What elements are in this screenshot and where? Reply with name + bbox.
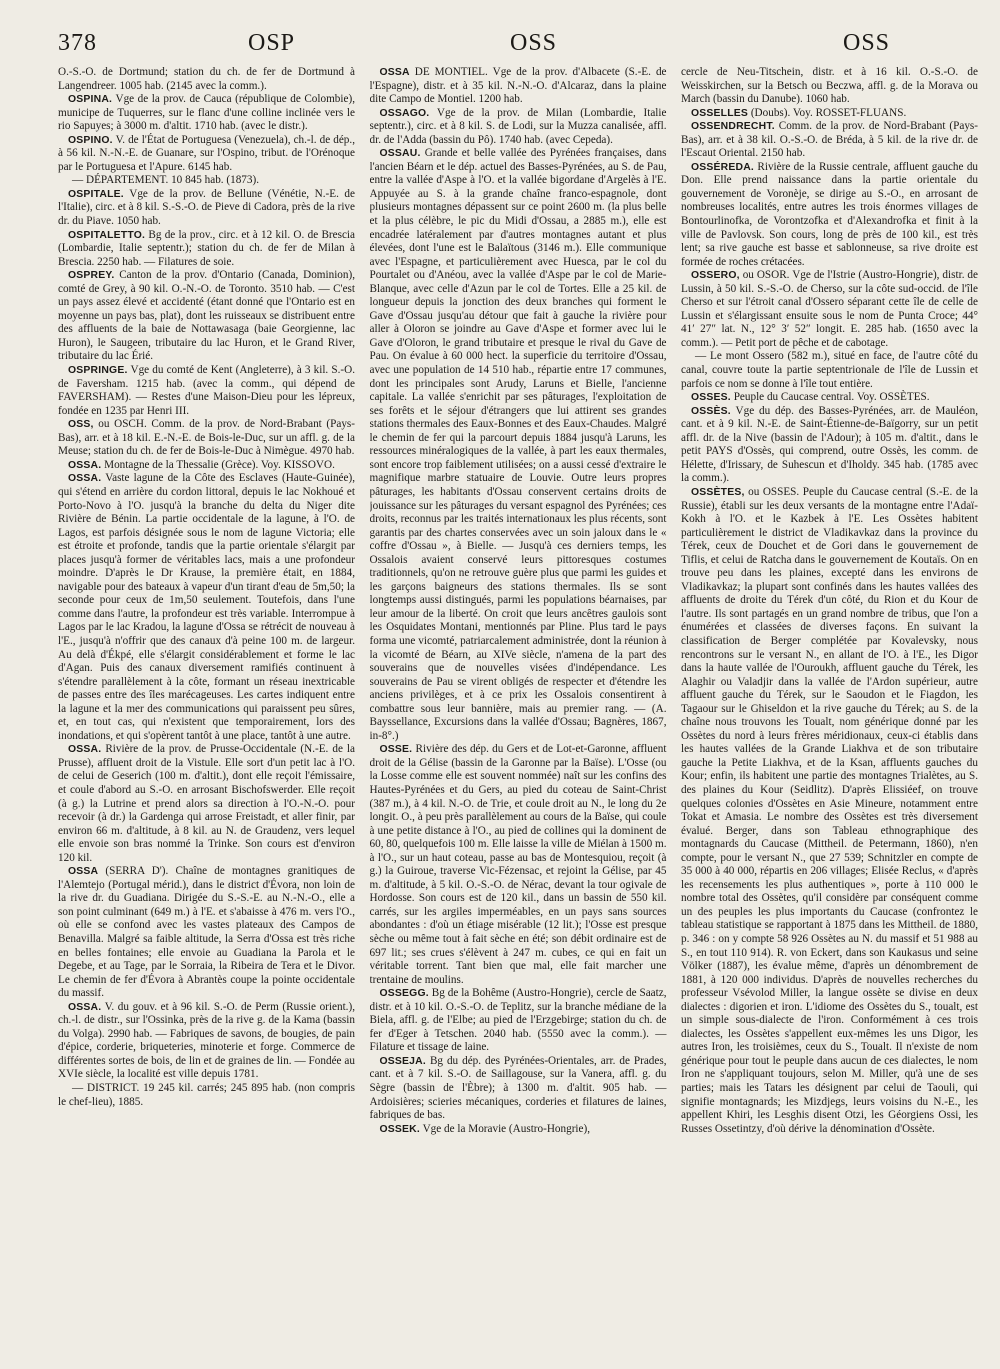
entry-headword: OSSA. <box>68 1001 102 1013</box>
entry-text: Vge du dép. des Basses-Pyrénées, arr. de Mauléon, cant. et à 9 kil. N.-E. de Saint-Étienne-de-Baïgorry, sur un petit affl. dr. de la Nive (bassin de l'Adour); à 105 m. d'altit., dans le petit PAYS d'Ossès, qui comprend, outre Ossès, les comm. de Hélette, d'Irissary, de Suhescun et d'Iholdy. 345 hab. (1785 avec la comm.). <box>681 404 978 485</box>
dictionary-entry <box>58 459 355 473</box>
dictionary-entry <box>58 1001 355 1082</box>
entry-headword: OSPREY. <box>68 270 115 282</box>
dictionary-entry <box>58 134 355 175</box>
entry-headword: OSSÉREDA. <box>691 161 755 173</box>
entry-headword: OSSEGG. <box>379 988 429 1000</box>
entry-text: Comm. de la prov. de Nord-Brabant (Pays-Bas), arr. et à 38 kil. O.-S.-O. de Bréda, à 5 kil. de la rive dr. de l'Escaut Oriental. 2150 hab. <box>681 120 978 160</box>
dictionary-entry <box>370 1123 667 1137</box>
dictionary-entry <box>681 486 978 1136</box>
entry-text: — Le mont Ossero (582 m.), situé en face, de l'autre côté du canal, couvre toute la partie septentrionale de l'île de Lussin et parfois ce nom se donne à l'île tout entière. <box>681 350 978 390</box>
entry-text: Rivière des dép. du Gers et de Lot-et-Garonne, affluent droit de la Gélise (bassin de la Garonne par la Baïse). L'Osse (ou la Losse comme elle est souvent nommée) naît sur les confins des Hautes-Pyrénées et du Gers, au pied du coteau de Saint-Christ (387 m.), à 4 kil. N.-O. de Trie, et coule droit au N., le long du 2e longit. O., à peu près parallèlement au cours de la Baïse, qui coule à une petite distance à l'O., au pied de collines qui la dominent de 60, 80, quelquefois 100 m. Elle laisse la ville de Miélan à 1500 m. à l'O., sur un haut coteau, passe au bas de Montesquiou, reçoit (à g.) la Guiroue, traverse Vic-Fézensac, et rejoint la Gélise, par 45 m. d'altitude, à 5 kil. O.-S.-O. de Nérac, devant la tour ogivale de Hordosse. Son cours est de 120 kil., dans un bassin de 550 kil. carrés, sur les argiles imperméables, en un pays sans sources abondantes : d'où un étiage misérable (12 lit.); l'Osse est presque sèche ou même tout à fait sèche en été; son débit ordinaire est de 697 lit.; ses crues s'élèvent à 247 m. cubes, ce qui en fait un véritable torrent. Tant bien que mal, elle fait marcher une trentaine de moulins. <box>369 743 667 986</box>
column-left <box>58 66 355 1356</box>
dictionary-entry <box>58 66 355 93</box>
dictionary-entry <box>58 472 355 743</box>
entry-text: ou OSSES. Peuple du Caucase central (S.-E. de la Russie), établi sur les deux versants de la montagne entre l'Adaï-Kokh à l'O. et le Kazbek à l'E. Les Ossètes habitent particulièrement le district de Vladikavkaz dans la province du Térek, ceux de Douchet et de Gori dans le gouvernement de Tiflis, et celui de Ratcha dans le gouvernement de Koutaïs. On en trouve peu dans les plaines, excepté dans les environs de Vladikavkaz; la plupart sont confinés dans les hautes vallées des affluents de droite du Térek d'un côté, du Rion et du Kour de l'autre. Ils sont partagés en un grand nombre de tribus, que l'on a énumérées et classées de diverses façons. En suivant la classification de Berger complétée par Kovalevsky, nous rencontrons sur le versant N., en allant de l'O. à l'E., les Digor dans la haute vallée de l'Ouroukh, affluent gauche du Térek, les Alaghir ou Valadjir dans la vallée de l'Ardon supérieur, autre affluent gauche du Térek, sur le Saoudon et le Fiagdon, les Tagaour sur le Ghiseldon et la rive gauche du Térek; au S. de la chaîne nous trouvons les Toualt, nom générique donné par les Ossètes du nord à leurs frères méridionaux, ceux-ci établis dans les hautes vallées de la Grande Liakhva et de son tributaire gauche la Petite Liakhva, et de la Ksan, affluents gauches du Kour; enfin, ils habitent une partie des montagnes Trialètes, au S. des plaines du Kour (Seidlitz). D'après Elissiéef, on trouve quelques colonies d'Ossètes en Asie Mineure, notamment entre Tokat et Amasia. Le nombre des Ossètes est très diversement évalué. Berger, dans son Tableau ethnographique des montagnards du Caucase (Mittheil. de Petermann, 1860), n'en compte, pour le versant N., que 27 539; Schnitzler en compte de 35 000 à 40 000, répartis en 206 villages; Elisée Reclus, « d'après les recensements les plus authentiques », porte à 110 000 le nombre total des Ossètes, qu'il considère par conséquent comme un des peuples les plus importants du Caucase (confrontez le tableau statistique se rapportant à 1875 dans les Mittheil. de 1880, p. 346 : on y compte 58 926 Ossètes au N. du massif et 51 988 au S., en tout 110 914). R. von Eckert, dans son Kaukasus und seine Völker (1887), les évalue même, d'après un dénombrement de 1881, à 120 000 individus. D'après de nouvelles recherches du professeur Vsévolod Miller, la langue ossète se divise en deux dialectes : digorien et iron. L'idiome des Ossètes du S., toualt, est un simple sous-dialecte de l'iron. Conformément à ces trois dialectes, les Ossètes s'appellent eux-mêmes les uns Digor, les autres Iron, les troisièmes, ceux du S., Toualt. Il n'existe de nom générique pour tout le peuple dans aucun de ces dialectes, le nom Iron ne s'appliquant toujours, selon M. Miller, qu'à une de ses parties; mais les Tatars les désignent par celui de Taouli, qui signifie montagnards; les Mizdjegs, leurs voisins du N.-E., les appellent Khiri, les Lesghis disent Otzi, les Géorgiens Ossi, les Russes Ossetintzy, d'où dérive la dénomination d'Ossète. <box>681 485 978 1135</box>
entry-text: Vge de la prov. de Milan (Lombardie, Italie septentr.), circ. et à 8 kil. S. de Lodi, sur la Muzza canalisée, affl. dr. de l'Adda (bassin du Pô). 1740 hab. (avec Cepeda). <box>369 106 667 146</box>
dictionary-entry <box>370 987 667 1055</box>
dictionary-entry <box>58 93 355 134</box>
entry-text: Vge du comté de Kent (Angleterre), à 3 kil. S.-O. de Faversham. 1215 hab. (avec la comm., qui dépend de FAVERSHAM). — Restes d'une Maison-Dieu pour les lépreux, fondée en 1235 par Henri III. <box>58 364 355 417</box>
dictionary-entry <box>58 188 355 229</box>
dictionary-entry <box>681 107 978 121</box>
entry-headword: OSSEJA. <box>379 1055 426 1067</box>
dictionary-entry <box>681 269 978 350</box>
dictionary-entry <box>681 120 978 161</box>
entry-headword: OSPINA. <box>68 94 113 106</box>
entry-text: DE MONTIEL. Vge de la prov. d'Albacete (S.-E. de l'Espagne), distr. et à 35 kil. N.-N.-O. d'Alcaraz, dans la plaine dite Campo de Montiel. 1200 hab. <box>369 66 667 106</box>
entry-text: O.-S.-O. de Dortmund; station du ch. de fer de Dortmund à Langendreer. 1005 hab. (2145 avec la comm.). <box>58 66 355 92</box>
entry-text: Rivière de la prov. de Prusse-Occidentale (N.-E. de la Prusse), affluent droit de la Vistule. Elle sort d'un petit lac à l'O. de celui de Geserich (100 m. d'altit.), dont elle reçoit l'émissaire, et coule d'abord au S.-O. en arrosant Bischofswerder. Elle reçoit (à g.) la Lutrine et prend alors sa direction à l'O.-N.-O. pour recevoir (à dr.) la Gardenga qui arrose Freistadt, et aller finir, par environ 66 m. d'altitude, à 8 kil. au N. de Graudenz, vers lequel elle envoie son bras nommé la Trinke. Son cours est d'environ 120 kil. <box>58 743 355 864</box>
entry-text: Vge de la prov. de Cauca (république de Colombie), municipe de Tuquerres, sur le flanc d'une colline inclinée vers le rio Sapuyes; à 3000 m. d'altit. 1710 hab. (avec le distr.). <box>58 93 355 133</box>
page-header <box>58 30 978 56</box>
entry-text: Montagne de la Thessalie (Grèce). Voy. KISSOVO. <box>104 458 335 471</box>
entry-headword: OSSES. <box>691 392 731 404</box>
dictionary-entry <box>370 147 667 743</box>
entry-text: — DÉPARTEMENT. 10 845 hab. (1873). <box>72 174 260 187</box>
entry-text: Peuple du Caucase central. Voy. OSSÈTES. <box>733 391 930 404</box>
entry-text: V. de l'État de Portuguesa (Venezuela), ch.-l. de dép., à 56 kil. N.-N.-E. de Guanare, sur l'Ospino, tribut. de l'Orénoque par le Portuguesa et l'Apure. 6145 hab. <box>58 133 355 173</box>
entry-text: Bg de la Bohême (Austro-Hongrie), cercle de Saatz, distr. et à 10 kil. O.-S.-O. de Teplitz, sur la branche médiane de la Biela, affl. g. de l'Elbe; au pied de l'Erzgebirge; station du ch. de fer d'Eger à Tetschen. 2040 hab. (5550 avec la comm.). — Filature et tissage de laine. <box>369 987 667 1054</box>
entry-headword: OSPITALETTO. <box>68 229 146 241</box>
dictionary-entry <box>681 391 978 405</box>
entry-text: Bg de la prov., circ. et à 12 kil. O. de Brescia (Lombardie, Italie septentr.); station du ch. de fer de Milan à Brescia. 2250 hab. — Filatures de soie. <box>58 228 355 268</box>
entry-headword: OSSA. <box>68 744 102 756</box>
entry-text: Bg du dép. des Pyrénées-Orientales, arr. de Prades, cant. et à 7 kil. S.-O. de Saillagouse, sur la Vanera, affl. g. du Sègre (bassin de l'Èbre); à 1300 m. d'altit. 905 hab. — Ardoisières; scieries mécaniques, corderies et filatures de laines, fabriques de bas. <box>369 1054 667 1122</box>
entry-text: ou OSCH. Comm. de la prov. de Nord-Brabant (Pays-Bas), arr. et à 18 kil. E.-N.-E. de Bois-le-Duc, sur un affl. g. de la Meuse; station du ch. de fer de Bois-le-Duc à Nimègue. 4970 hab. <box>58 418 355 458</box>
running-head-left: OSP <box>248 30 296 56</box>
running-head-right: OSS <box>843 30 891 56</box>
dictionary-entry <box>58 364 355 418</box>
dictionary-entry <box>58 418 355 459</box>
entry-text: ou OSOR. Vge de l'Istrie (Austro-Hongrie), distr. de Lussin, à 50 kil. S.-S.-O. de Cherso, sur la côte sud-occid. de l'île Cherso et sur l'étroit canal d'Ossero séparant cette île de celle de Lussin et s'élargissant ensuite sous le nom de Punta Croce; 44° 41′ 27″ lat. N., 12° 3′ 52″ longit. E. 285 hab. (1650 avec la comm.). — Petit port de pêche et de cabotage. <box>681 269 978 349</box>
entry-headword: OSSA <box>379 67 410 78</box>
entry-headword: OSPRINGE. <box>68 365 128 377</box>
dictionary-entry <box>370 743 667 987</box>
entry-text: Vge de la Moravie (Austro-Hongrie), <box>422 1122 591 1135</box>
dictionary-entry <box>681 161 978 269</box>
entry-headword: OSSERO, <box>691 270 740 282</box>
entry-text: cercle de Neu-Titschein, distr. et à 16 kil. O.-S.-O. de Weisskirchen, sur la Betsch ou Beczwa, affl. g. de la Morava ou March (bassin du Danube). 1060 hab. <box>681 66 978 106</box>
running-head-center: OSS <box>510 30 558 56</box>
entry-headword: OSSENDRECHT. <box>691 121 775 133</box>
entry-headword: OSSA. <box>68 459 102 471</box>
entry-headword: OSSELLES <box>691 107 749 119</box>
entry-text: (Doubs). Voy. ROSSET-FLUANS. <box>750 106 907 119</box>
dictionary-entry <box>370 107 667 148</box>
entry-text: (SERRA D'). Chaîne de montagnes granitiques de l'Alemtejo (Portugal mérid.), dans le district d'Évora, non loin de la rive dr. du Guadiana. Dirigée du S.-S.-E. au N.-N.-O., elle a son point culminant (649 m.) à l'E. et s'abaisse à 476 m. vers l'O., où elle se confond avec les vastes plateaux des Campos de Benavilla. Malgré sa faible altitude, la Serra d'Ossa est très riche en belles fontaines; elle envoie au Guadiana la Parola et le Degebe, et au Tage, par le Sorraia, la Ribeira de Tera et le Divor. Le chemin de fer d'Évora à Abrantès coupe la pointe occidentale du massif. <box>58 865 355 1000</box>
entry-text: V. du gouv. et à 96 kil. S.-O. de Perm (Russie orient.), ch.-l. de distr., sur l'Ossinka, près de la rive g. de la Kama (bassin du Volga). 2990 hab. — Fabriques de savons, de bougies, de pain d'épice, corderie, briqueteries, minoterie et forge. Commerce de différentes sortes de bois, de lin et de graines de lin. — Fondée au XVIe siècle, la localité est ville depuis 1781. <box>58 1000 355 1081</box>
dictionary-entry <box>370 1055 667 1123</box>
dictionary-entry <box>58 743 355 865</box>
entry-text: Rivière de la Russie centrale, affluent gauche du Don. Elle prend naissance dans la partie orientale du gouvernement de Voronèje, se dirige au S.-O., en arrosant de nombreuses localités, entre autres les trois énormes villages de Bontourlinofka, de Vorontzofka et d'Alexandrofka et finit à la ville de Pavlovsk. Son cours, long de près de 100 kil., est très lent; sa rive gauche est basse et sablonneuse, sa rive droite est formée de roches crétacées. <box>681 160 978 268</box>
entry-headword: OSSÈS. <box>691 405 731 417</box>
dictionary-entry <box>58 229 355 270</box>
dictionary-entry <box>681 66 978 107</box>
entry-headword: OSSAGO. <box>379 107 430 119</box>
entry-text: Grande et belle vallée des Pyrénées françaises, dans l'ancien Béarn et le dép. actuel des Basses-Pyrénées, au S. de Pau, entre la vallée d'Aspe à l'O. et la vallée bigordane d'Argelès à l'E. Appuyée au S. à la grande chaîne franco-espagnole, dont plusieurs montagnes dépassent sur ce point 2600 m. (la plus belle et la plus célèbre, le pic du Midi d'Ossau, a 2885 m.), elle est encadrée latéralement par d'autres montagnes autant et plus élevées, dont l'une est le Balaïtous (3146 m.). Elle communique avec l'Espagne, et particulièrement avec Huesca, par le col du Pourtalet ou d'Anéou, avec la vallée d'Aspe par le col de Marie-Blanque, avec celle d'Azun par le col de Tortes. Elle a 25 kil. de longueur depuis la jonction des deux branches qui forment le Gave d'Ossau jusqu'au détour que fait à gauche la rivière pour aller à Oloron se joindre au Gave d'Aspe et former avec lui le Gave d'Oloron, le grand tributaire et presque le rival du Gave de Pau. On évalue à 60 000 hect. la superficie du territoire d'Ossau, avec une population de 14 510 hab., répartie entre 17 communes, dont les principales sont Arudy, Laruns et Bielle, l'ancienne capitale. La vallée s'enrichit par ses pâturages, l'exploitation de ses forêts et le séjour d'étrangers que lui attirent ses grandes stations thermales des Eaux-Bonnes et des Eaux-Chaudes. Malgré le chemin de fer qui la parcourt depuis 1884 jusqu'à Laruns, les ressources minéralogiques de la vallée, à part les eaux thermales, sont encore trop faiblement utilisées; on a aussi cessé d'extraire le magnifique marbre statuaire de Louvie. Outre leurs propres pâturages, les habitants d'Ossau conservent certains droits de jouissance sur les pâturages du versant espagnol des Pyrénées; ces droits, reconnus par les traités internationaux les plus récents, sont garantis par des chartes conservées avec un soin jaloux dans le « coffre d'Ossau », à Bielle. — Jusqu'à ces derniers temps, les Ossalois avaient conservé leurs pittoresques costumes traditionnels, qu'on ne retrouve guère plus que parmi les guides et les garçons baigneurs des stations thermales. Ils se sont longtemps aussi distingués, parmi les populations béarnaises, par leur amour de la liberté. On croit que leurs ancêtres gaulois sont les Osquidates Montani, mentionnés par Pline. Plus tard le pays forma une vicomté, patriarcalement administrée, dont la réunion à la vicomté de Béarn, au XIVe siècle, n'amena de la part des souverains que de nouvelles visées d'indépendance. Les souverains de Pau se virent obligés de respecter et d'étendre les anciens privilèges, et à ce prix les Ossalois consentirent à combattre sous leur bannière, mais au premier rang. — (A. Bayssellance, Excursions dans la vallée d'Ossau; Bagnères, 1867, in-8°.) <box>369 147 667 742</box>
column-middle <box>370 66 667 1356</box>
dictionary-entry <box>58 269 355 364</box>
entry-headword: OSSE. <box>379 744 413 756</box>
entry-text: Canton de la prov. d'Ontario (Canada, Dominion), comté de Grey, à 90 kil. O.-N.-O. de Toronto. 3510 hab. — C'est un pays assez élevé et accidenté (étant donné que l'Ontario est en moyenne un pays bas, plat), dont les ruisseaux se distribuent entre des affluents de la baie de Nottawasaga (baie Georgienne, lac Huron), le Saugeen, tributaire du lac Huron, et le Grand River, tributaire du lac Érié. <box>58 269 355 363</box>
entry-text: Vge de la prov. de Bellune (Vénétie, N.-E. de l'Italie), circ. et à 8 kil. S.-S.-O. de Pieve di Cadora, près de la rive dr. du Piave. 1050 hab. <box>58 187 355 228</box>
page-number: 378 <box>58 30 97 56</box>
dictionary-entry <box>58 1082 355 1109</box>
entry-headword: OSSEK. <box>379 1123 420 1135</box>
entry-headword: OSPITALE. <box>68 188 124 200</box>
dictionary-entry <box>370 66 667 107</box>
dictionary-entry <box>681 405 978 486</box>
entry-headword: OSSA. <box>68 473 102 485</box>
entry-text: — DISTRICT. 19 245 kil. carrés; 245 895 hab. (non compris le chef-lieu), 1885. <box>58 1082 355 1108</box>
text-columns <box>58 66 978 1356</box>
dictionary-entry <box>681 350 978 391</box>
column-right <box>681 66 978 1356</box>
entry-headword: OSS, <box>68 419 94 431</box>
entry-text: Vaste lagune de la Côte des Esclaves (Haute-Guinée), qui s'étend en arrière du cordon littoral, depuis le lac Nokhoué et Porto-Novo à l'O. jusqu'à la branche du delta du Niger dite Rivière de Bénin. La partie occidentale de la lagune, à l'O. de Lagos, est parfois désignée sous le nom de lagune Victoria; elle est étroite et profonde, tandis que la partie orientale s'élargit par places jusqu'à former de véritables lacs, mais a une profondeur moindre. D'après le Dr Krause, la première était, en 1884, navigable pour des bateaux à vapeur d'un tirant d'eau de 5m,50; la seconde pour ceux de 1m,50 seulement. Toutefois, dans l'une comme dans l'autre, la profondeur est très variable. Interrompue à Lagos par le lac Kradou, la lagune d'Ossa se rétrécit de nouveau à l'E., jusqu'à n'offrir que des canaux d'à peine 100 m. de largeur. Au delà d'Ékpé, elle s'élargit considérablement et forme le lac d'Agan. Puis des canaux diversement ramifiés continuent à s'étendre parallèlement à la côte, formant un réseau inextricable de passes entre des îles marécageuses. Les cartes indiquent entre la lagune et la mer des communications qui paraissent peu sûres, et, en tout cas, qui n'existent que temporairement, lors des inondations, et qui s'opèrent tantôt à une place, tantôt à une autre. <box>58 472 355 742</box>
entry-headword: OSSAU. <box>379 148 421 160</box>
entry-headword: OSSA <box>68 866 99 878</box>
dictionary-entry <box>58 865 355 1000</box>
entry-headword: OSPINO. <box>68 134 113 146</box>
dictionary-entry <box>58 174 355 188</box>
entry-headword: OSSÈTES, <box>691 486 745 498</box>
